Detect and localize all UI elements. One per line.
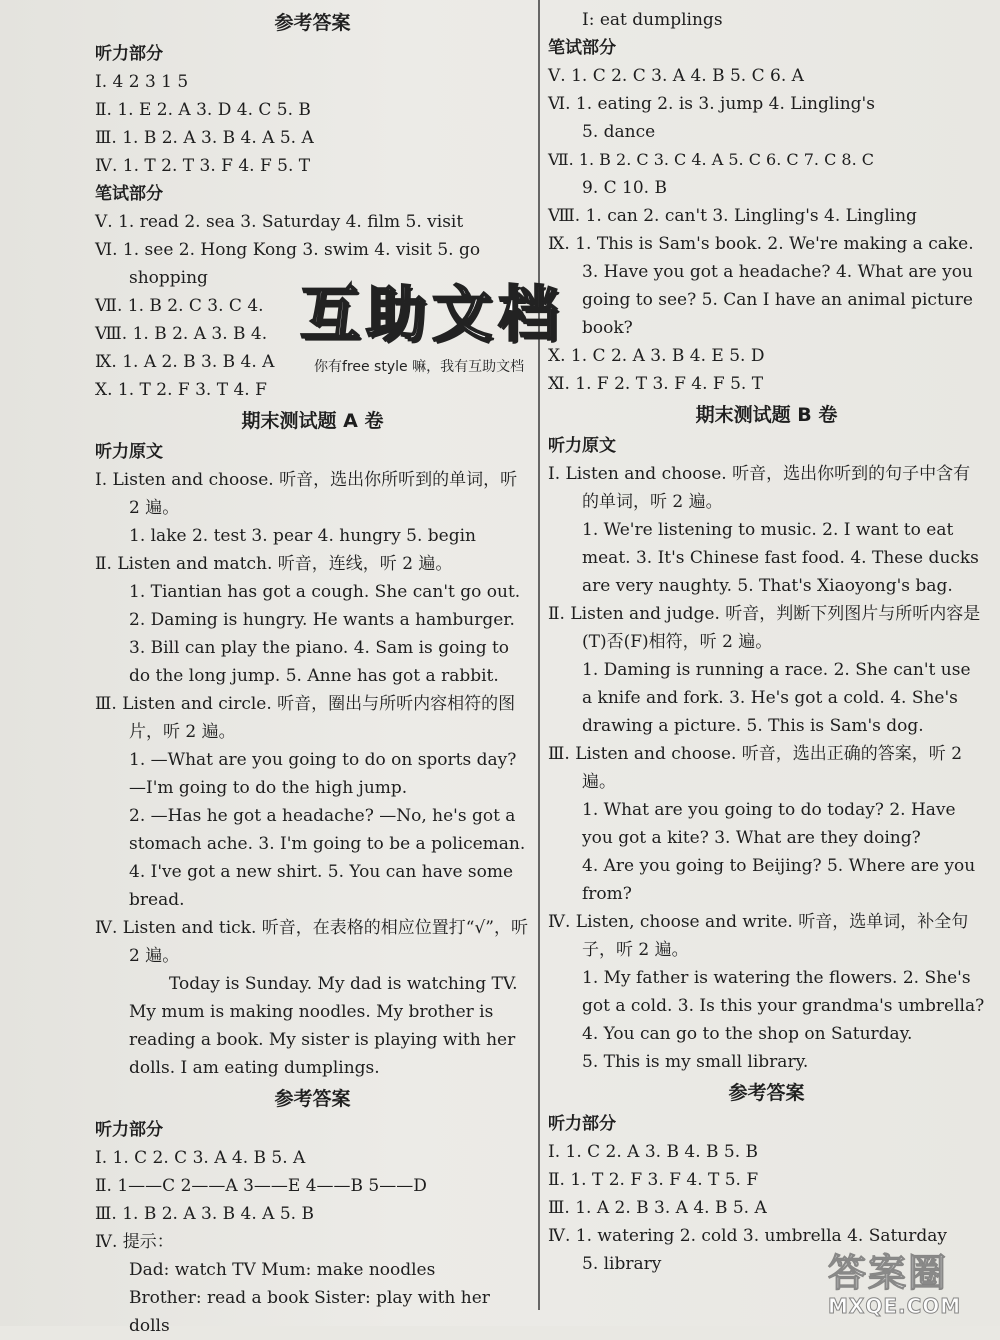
section-title: 参考答案 bbox=[728, 1082, 805, 1104]
transcript-line: 2. Daming is hungry. He wants a hamburger. bbox=[129, 610, 515, 630]
section-heading: 听力部分 bbox=[95, 1120, 163, 1140]
answer-line: shopping bbox=[129, 268, 208, 288]
transcript-paragraph: Today is Sunday. My dad is watching TV. My mum is making noodles. My brother is reading a book. My sister is playing with her dolls. I am eating dumplings. bbox=[129, 974, 518, 1078]
answer-line: Ⅱ. 1. T 2. F 3. F 4. T 5. F bbox=[548, 1170, 759, 1190]
question-line: Ⅰ. Listen and choose. 听音，选出你听到的句子中含有的单词，听 2 遍。 bbox=[548, 464, 971, 512]
answer-line: 5. library bbox=[582, 1254, 662, 1274]
transcript-line: 1. —What are you going to do on sports day? —I'm going to do the high jump. bbox=[129, 750, 517, 798]
answer-line: Ⅰ. 1. C 2. A 3. B 4. B 5. B bbox=[548, 1142, 759, 1162]
answer-line: Ⅶ. 1. B 2. C 3. C 4. A 5. C 6. C 7. C 8. C bbox=[548, 150, 874, 169]
section-title: 期末测试题 A 卷 bbox=[241, 410, 384, 432]
section-heading: 听力部分 bbox=[95, 44, 163, 64]
transcript-line: 4. You can go to the shop on Saturday. bbox=[582, 1024, 913, 1044]
transcript-line: 3. Bill can play the piano. 4. Sam is going to do the long jump. 5. Anne has got a rabbit. bbox=[129, 638, 510, 686]
answer-line: dolls bbox=[129, 1316, 170, 1336]
transcript-line: 1. Daming is running a race. 2. She can't use a knife and fork. 3. He's got a cold. 4. She's drawing a picture. 5. This is Sam's dog. bbox=[582, 660, 971, 736]
section-title: 参考答案 bbox=[274, 12, 351, 34]
answer-line: Ⅳ. 1. watering 2. cold 3. umbrella 4. Saturday bbox=[548, 1226, 948, 1246]
answer-line: Ⅲ. 1. A 2. B 3. A 4. B 5. A bbox=[548, 1198, 767, 1218]
answer-line: Ⅹ. 1. C 2. A 3. B 4. E 5. D bbox=[548, 346, 765, 366]
right-column bbox=[548, 0, 985, 1278]
question-line: Ⅲ. Listen and choose. 听音，选出正确的答案，听 2 遍。 bbox=[548, 744, 963, 792]
question-line: Ⅱ. Listen and judge. 听音，判断下列图片与所听内容是(T)否(F)相符，听 2 遍。 bbox=[548, 604, 981, 652]
answer-line: Ⅸ. 1. This is Sam's book. 2. We're making a cake. 3. Have you got a headache? 4. What are you going to see? 5. Can I have an animal picture book? bbox=[548, 234, 974, 338]
answer-line: Ⅲ. 1. B 2. A 3. B 4. A 5. B bbox=[95, 1204, 314, 1224]
answer-line: 9. C 10. B bbox=[582, 178, 667, 198]
transcript-line: 4. Are you going to Beijing? 5. Where are you from? bbox=[582, 856, 976, 904]
answer-line: Ⅳ. 1. T 2. T 3. F 4. F 5. T bbox=[95, 156, 311, 176]
answer-line: Brother: read a book Sister: play with her bbox=[129, 1288, 490, 1308]
answer-line: Ⅴ. 1. C 2. C 3. A 4. B 5. C 6. A bbox=[548, 66, 804, 86]
section-heading: 听力部分 bbox=[548, 1114, 616, 1134]
column-divider bbox=[538, 0, 540, 1310]
corner-watermark-text: 答案圈 bbox=[828, 1251, 949, 1295]
question-line: Ⅰ. Listen and choose. 听音，选出你所听到的单词，听 2 遍。 bbox=[95, 470, 518, 518]
answer-line: Ⅳ. 提示： bbox=[95, 1232, 174, 1252]
transcript-line: 1. My father is watering the flowers. 2. She's got a cold. 3. Is this your grandma's umbrella? bbox=[582, 968, 985, 1016]
left-column bbox=[95, 0, 530, 1340]
section-heading: 笔试部分 bbox=[548, 38, 616, 58]
transcript-line: 1. We're listening to music. 2. I want to eat meat. 3. It's Chinese fast food. 4. These ducks are very naughty. 5. That's Xiaoyong's bag. bbox=[582, 520, 979, 596]
transcript-line: 1. Tiantian has got a cough. She can't go out. bbox=[129, 582, 521, 602]
question-line: Ⅳ. Listen, choose and write. 听音，选单词，补全句子，听 2 遍。 bbox=[548, 912, 969, 960]
answer-line: Ⅱ. 1——C 2——A 3——E 4——B 5——D bbox=[95, 1176, 427, 1196]
corner-watermark-url: MXQE.COM bbox=[828, 1294, 962, 1318]
answer-line: Ⅴ. 1. read 2. sea 3. Saturday 4. film 5. visit bbox=[95, 212, 464, 232]
answer-line: Ⅹ. 1. T 2. F 3. T 4. F bbox=[95, 380, 267, 400]
answer-line: Ⅷ. 1. B 2. A 3. B 4. bbox=[95, 324, 268, 344]
answer-line: Ⅰ. 4 2 3 1 5 bbox=[95, 72, 189, 92]
answer-line: Ⅵ. 1. eating 2. is 3. jump 4. Lingling's bbox=[548, 94, 875, 114]
section-title: 参考答案 bbox=[274, 1088, 351, 1110]
question-line: Ⅳ. Listen and tick. 听音，在表格的相应位置打“√”，听 2 遍。 bbox=[95, 918, 528, 966]
section-title: 期末测试题 B 卷 bbox=[695, 404, 838, 426]
answer-line: Dad: watch TV Mum: make noodles bbox=[129, 1260, 436, 1280]
transcript-line: 4. I've got a new shirt. 5. You can have some bread. bbox=[129, 862, 514, 910]
answer-line: Ⅱ. 1. E 2. A 3. D 4. C 5. B bbox=[95, 100, 311, 120]
question-line: Ⅱ. Listen and match. 听音，连线，听 2 遍。 bbox=[95, 554, 453, 574]
watermark-logo: 互助文档 bbox=[300, 280, 564, 350]
answer-line: I: eat dumplings bbox=[582, 10, 723, 30]
transcript-line: 1. lake 2. test 3. pear 4. hungry 5. begin bbox=[129, 526, 476, 546]
answer-line: 5. dance bbox=[582, 122, 656, 142]
section-heading: 听力原文 bbox=[548, 436, 616, 456]
answer-line: Ⅵ. 1. see 2. Hong Kong 3. swim 4. visit 5. go bbox=[95, 240, 481, 260]
answer-line: Ⅷ. 1. can 2. can't 3. Lingling's 4. Lingling bbox=[548, 206, 917, 226]
answer-line: Ⅶ. 1. B 2. C 3. C 4. bbox=[95, 296, 264, 316]
watermark-slogan: 你有free style 嘛，我有互助文档 bbox=[314, 359, 525, 375]
section-heading: 听力原文 bbox=[95, 442, 163, 462]
transcript-line: 1. What are you going to do today? 2. Have you got a kite? 3. What are they doing? bbox=[582, 800, 956, 848]
answer-line: Ⅸ. 1. A 2. B 3. B 4. A bbox=[95, 352, 275, 372]
transcript-line: 5. This is my small library. bbox=[582, 1052, 809, 1072]
answer-line: Ⅰ. 1. C 2. C 3. A 4. B 5. A bbox=[95, 1148, 306, 1168]
corner-watermark bbox=[828, 1252, 998, 1322]
answer-line: Ⅺ. 1. F 2. T 3. F 4. F 5. T bbox=[548, 374, 764, 394]
answer-line: Ⅲ. 1. B 2. A 3. B 4. A 5. A bbox=[95, 128, 314, 148]
section-heading: 笔试部分 bbox=[95, 184, 163, 204]
question-line: Ⅲ. Listen and circle. 听音，圈出与所听内容相符的图片，听 2 遍。 bbox=[95, 694, 516, 742]
transcript-line: 2. —Has he got a headache? —No, he's got a stomach ache. 3. I'm going to be a policeman. bbox=[129, 806, 526, 854]
